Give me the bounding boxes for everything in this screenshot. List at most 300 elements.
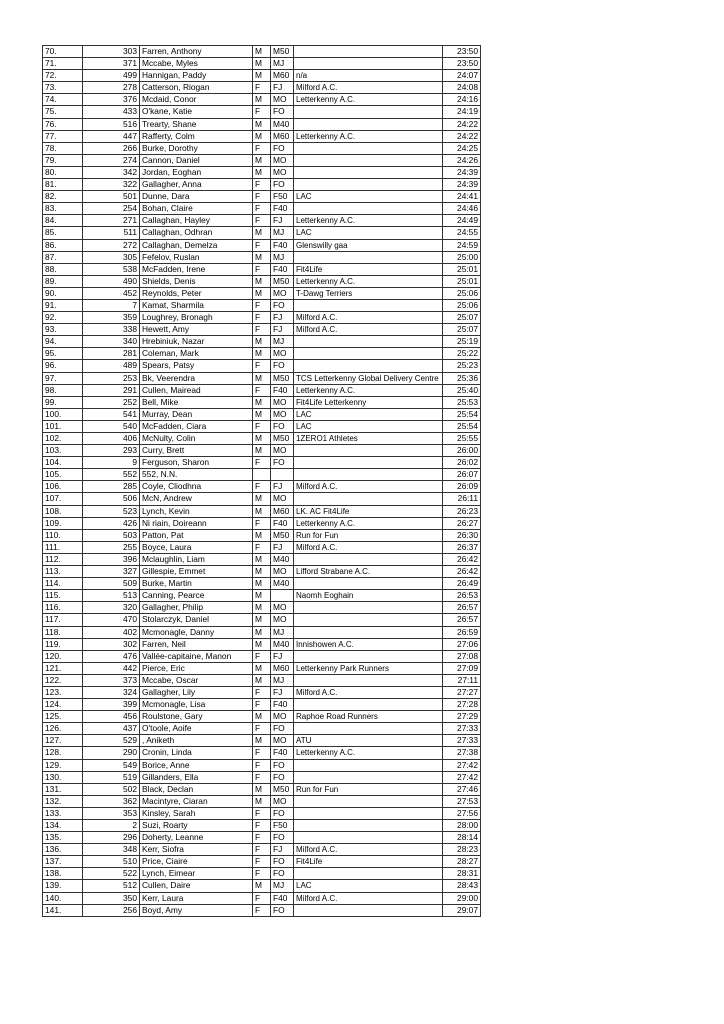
bib-number-cell: 489 [83, 360, 140, 372]
category-cell: FJ [271, 324, 294, 336]
runner-name-cell: Canning, Pearce [140, 590, 253, 602]
category-cell: FJ [271, 481, 294, 493]
club-cell [294, 106, 443, 118]
bib-number-cell: 296 [83, 832, 140, 844]
bib-number-cell: 320 [83, 602, 140, 614]
table-row [43, 154, 481, 166]
gender-cell: F [253, 263, 271, 275]
club-cell: Fit4Life [294, 856, 443, 868]
category-cell: M60 [271, 505, 294, 517]
finish-time-cell: 26:49 [443, 578, 481, 590]
club-cell [294, 445, 443, 457]
bib-number-cell: 511 [83, 227, 140, 239]
bib-number-cell: 490 [83, 275, 140, 287]
category-cell: MO [271, 396, 294, 408]
table-row [43, 553, 481, 565]
category-cell: FO [271, 179, 294, 191]
gender-cell: M [253, 70, 271, 82]
position-cell: 109. [43, 517, 83, 529]
gender-cell: F [253, 360, 271, 372]
category-cell: FO [271, 904, 294, 916]
club-cell [294, 58, 443, 70]
position-cell: 135. [43, 832, 83, 844]
category-cell: M50 [271, 46, 294, 58]
finish-time-cell: 27:42 [443, 771, 481, 783]
finish-time-cell: 25:23 [443, 360, 481, 372]
position-cell: 111. [43, 541, 83, 553]
bib-number-cell: 359 [83, 312, 140, 324]
finish-time-cell: 28:27 [443, 856, 481, 868]
runner-name-cell: Reynolds, Peter [140, 287, 253, 299]
finish-time-cell: 25:40 [443, 384, 481, 396]
table-row [43, 650, 481, 662]
finish-time-cell: 24:19 [443, 106, 481, 118]
table-row [43, 626, 481, 638]
club-cell: LAC [294, 408, 443, 420]
club-cell [294, 820, 443, 832]
position-cell: 97. [43, 372, 83, 384]
bib-number-cell: 340 [83, 336, 140, 348]
gender-cell: M [253, 118, 271, 130]
finish-time-cell: 25:55 [443, 433, 481, 445]
position-cell: 87. [43, 251, 83, 263]
runner-name-cell: Cannon, Daniel [140, 154, 253, 166]
position-cell: 92. [43, 312, 83, 324]
gender-cell: M [253, 408, 271, 420]
gender-cell: F [253, 771, 271, 783]
club-cell: Letterkenny A.C. [294, 747, 443, 759]
table-row [43, 844, 481, 856]
finish-time-cell: 27:06 [443, 638, 481, 650]
bib-number-cell: 552 [83, 469, 140, 481]
position-cell: 112. [43, 553, 83, 565]
table-row [43, 70, 481, 82]
bib-number-cell: 506 [83, 493, 140, 505]
finish-time-cell: 24:26 [443, 154, 481, 166]
position-cell: 77. [43, 130, 83, 142]
runner-name-cell: Boyce, Laura [140, 541, 253, 553]
runner-name-cell: Cronin, Linda [140, 747, 253, 759]
position-cell: 88. [43, 263, 83, 275]
finish-time-cell: 24:16 [443, 94, 481, 106]
category-cell: FO [271, 807, 294, 819]
runner-name-cell: Hannigan, Paddy [140, 70, 253, 82]
runner-name-cell: Gallagher, Lily [140, 686, 253, 698]
bib-number-cell: 447 [83, 130, 140, 142]
club-cell [294, 493, 443, 505]
position-cell: 70. [43, 46, 83, 58]
gender-cell: M [253, 58, 271, 70]
finish-time-cell: 25:00 [443, 251, 481, 263]
finish-time-cell: 28:31 [443, 868, 481, 880]
gender-cell: F [253, 203, 271, 215]
position-cell: 123. [43, 686, 83, 698]
gender-cell: M [253, 275, 271, 287]
category-cell: F40 [271, 384, 294, 396]
category-cell: FO [271, 299, 294, 311]
gender-cell [253, 469, 271, 481]
bib-number-cell: 456 [83, 711, 140, 723]
category-cell: F40 [271, 203, 294, 215]
gender-cell: M [253, 94, 271, 106]
table-row [43, 118, 481, 130]
category-cell: M40 [271, 578, 294, 590]
category-cell: M50 [271, 372, 294, 384]
runner-name-cell: Jordan, Eoghan [140, 166, 253, 178]
category-cell: MO [271, 166, 294, 178]
finish-time-cell: 29:00 [443, 892, 481, 904]
finish-time-cell: 27:11 [443, 674, 481, 686]
table-row [43, 493, 481, 505]
table-row [43, 396, 481, 408]
position-cell: 89. [43, 275, 83, 287]
gender-cell: M [253, 880, 271, 892]
bib-number-cell: 362 [83, 795, 140, 807]
runner-name-cell: Stolarczyk, Daniel [140, 614, 253, 626]
category-cell: M40 [271, 638, 294, 650]
category-cell: FO [271, 759, 294, 771]
category-cell: M50 [271, 275, 294, 287]
table-row [43, 856, 481, 868]
runner-name-cell: Dunne, Dara [140, 191, 253, 203]
runner-name-cell: Gillanders, Ella [140, 771, 253, 783]
bib-number-cell: 253 [83, 372, 140, 384]
finish-time-cell: 25:53 [443, 396, 481, 408]
category-cell: MJ [271, 674, 294, 686]
bib-number-cell: 499 [83, 70, 140, 82]
gender-cell: F [253, 844, 271, 856]
runner-name-cell: Callaghan, Demelza [140, 239, 253, 251]
gender-cell: F [253, 420, 271, 432]
bib-number-cell: 281 [83, 348, 140, 360]
position-cell: 125. [43, 711, 83, 723]
category-cell: MO [271, 348, 294, 360]
finish-time-cell: 24:25 [443, 142, 481, 154]
finish-time-cell: 26:11 [443, 493, 481, 505]
club-cell: Fit4Life [294, 263, 443, 275]
gender-cell: M [253, 566, 271, 578]
gender-cell: M [253, 46, 271, 58]
runner-name-cell: Kerr, Laura [140, 892, 253, 904]
runner-name-cell: Patton, Pat [140, 529, 253, 541]
bib-number-cell: 516 [83, 118, 140, 130]
category-cell: FO [271, 856, 294, 868]
table-row [43, 372, 481, 384]
position-cell: 102. [43, 433, 83, 445]
club-cell: Letterkenny A.C. [294, 275, 443, 287]
runner-name-cell: Rafferty, Colm [140, 130, 253, 142]
finish-time-cell: 25:19 [443, 336, 481, 348]
club-cell [294, 699, 443, 711]
club-cell: LK. AC Fit4Life [294, 505, 443, 517]
category-cell: MO [271, 566, 294, 578]
position-cell: 101. [43, 420, 83, 432]
table-row [43, 142, 481, 154]
gender-cell: F [253, 892, 271, 904]
position-cell: 136. [43, 844, 83, 856]
finish-time-cell: 27:42 [443, 759, 481, 771]
finish-time-cell: 28:43 [443, 880, 481, 892]
runner-name-cell: Borice, Anne [140, 759, 253, 771]
table-row [43, 566, 481, 578]
bib-number-cell: 305 [83, 251, 140, 263]
gender-cell: M [253, 433, 271, 445]
bib-number-cell: 541 [83, 408, 140, 420]
gender-cell: M [253, 626, 271, 638]
table-row [43, 179, 481, 191]
table-row [43, 590, 481, 602]
finish-time-cell: 24:46 [443, 203, 481, 215]
category-cell [271, 469, 294, 481]
finish-time-cell: 27:27 [443, 686, 481, 698]
finish-time-cell: 27:09 [443, 662, 481, 674]
gender-cell: M [253, 674, 271, 686]
club-cell [294, 759, 443, 771]
table-row [43, 106, 481, 118]
gender-cell: M [253, 795, 271, 807]
gender-cell: F [253, 82, 271, 94]
bib-number-cell: 509 [83, 578, 140, 590]
finish-time-cell: 28:14 [443, 832, 481, 844]
bib-number-cell: 503 [83, 529, 140, 541]
gender-cell: F [253, 179, 271, 191]
finish-time-cell: 26:27 [443, 517, 481, 529]
runner-name-cell: Farren, Neil [140, 638, 253, 650]
club-cell [294, 118, 443, 130]
gender-cell: M [253, 130, 271, 142]
table-row [43, 360, 481, 372]
runner-name-cell: Shields, Denis [140, 275, 253, 287]
club-cell: Letterkenny A.C. [294, 215, 443, 227]
bib-number-cell: 338 [83, 324, 140, 336]
bib-number-cell: 7 [83, 299, 140, 311]
table-row [43, 638, 481, 650]
club-cell [294, 469, 443, 481]
table-row [43, 517, 481, 529]
runner-name-cell: Ferguson, Sharon [140, 457, 253, 469]
table-row [43, 203, 481, 215]
category-cell: MO [271, 408, 294, 420]
category-cell: MO [271, 735, 294, 747]
position-cell: 85. [43, 227, 83, 239]
runner-name-cell: Mcmonagle, Lisa [140, 699, 253, 711]
gender-cell: F [253, 650, 271, 662]
club-cell: Run for Fun [294, 529, 443, 541]
club-cell: Milford A.C. [294, 541, 443, 553]
position-cell: 71. [43, 58, 83, 70]
club-cell: Raphoe Road Runners [294, 711, 443, 723]
table-row [43, 251, 481, 263]
table-row [43, 408, 481, 420]
runner-name-cell: Spears, Patsy [140, 360, 253, 372]
bib-number-cell: 255 [83, 541, 140, 553]
club-cell [294, 553, 443, 565]
position-cell: 100. [43, 408, 83, 420]
runner-name-cell: Callaghan, Hayley [140, 215, 253, 227]
category-cell: F40 [271, 239, 294, 251]
gender-cell: F [253, 699, 271, 711]
table-row [43, 94, 481, 106]
position-cell: 122. [43, 674, 83, 686]
gender-cell: F [253, 723, 271, 735]
table-row [43, 215, 481, 227]
gender-cell: M [253, 505, 271, 517]
bib-number-cell: 442 [83, 662, 140, 674]
category-cell: M50 [271, 433, 294, 445]
gender-cell: M [253, 445, 271, 457]
runner-name-cell: Bell, Mike [140, 396, 253, 408]
club-cell [294, 360, 443, 372]
gender-cell: F [253, 759, 271, 771]
bib-number-cell: 510 [83, 856, 140, 868]
gender-cell: F [253, 299, 271, 311]
finish-time-cell: 26:09 [443, 481, 481, 493]
position-cell: 95. [43, 348, 83, 360]
position-cell: 74. [43, 94, 83, 106]
runner-name-cell: Lynch, Eimear [140, 868, 253, 880]
position-cell: 94. [43, 336, 83, 348]
category-cell: MJ [271, 251, 294, 263]
runner-name-cell: Mccabe, Myles [140, 58, 253, 70]
category-cell: M60 [271, 662, 294, 674]
gender-cell: M [253, 287, 271, 299]
category-cell: FJ [271, 312, 294, 324]
position-cell: 73. [43, 82, 83, 94]
club-cell [294, 46, 443, 58]
finish-time-cell: 24:22 [443, 130, 481, 142]
position-cell: 131. [43, 783, 83, 795]
club-cell: LAC [294, 420, 443, 432]
club-cell: Run for Fun [294, 783, 443, 795]
results-body [43, 46, 481, 917]
finish-time-cell: 25:54 [443, 408, 481, 420]
finish-time-cell: 27:38 [443, 747, 481, 759]
club-cell: Lifford Strabane A.C. [294, 566, 443, 578]
runner-name-cell: Suzi, Roarty [140, 820, 253, 832]
finish-time-cell: 26:42 [443, 553, 481, 565]
gender-cell: F [253, 481, 271, 493]
club-cell: Glenswilly gaa [294, 239, 443, 251]
bib-number-cell: 266 [83, 142, 140, 154]
category-cell: MJ [271, 880, 294, 892]
finish-time-cell: 25:01 [443, 263, 481, 275]
runner-name-cell: 552, N.N. [140, 469, 253, 481]
gender-cell: F [253, 904, 271, 916]
finish-time-cell: 25:06 [443, 287, 481, 299]
position-cell: 119. [43, 638, 83, 650]
runner-name-cell: Farren, Anthony [140, 46, 253, 58]
position-cell: 79. [43, 154, 83, 166]
bib-number-cell: 452 [83, 287, 140, 299]
finish-time-cell: 26:00 [443, 445, 481, 457]
position-cell: 113. [43, 566, 83, 578]
finish-time-cell: 27:08 [443, 650, 481, 662]
runner-name-cell: Mcmonagle, Danny [140, 626, 253, 638]
position-cell: 120. [43, 650, 83, 662]
category-cell: M50 [271, 783, 294, 795]
finish-time-cell: 25:22 [443, 348, 481, 360]
table-row [43, 348, 481, 360]
position-cell: 121. [43, 662, 83, 674]
category-cell: MO [271, 94, 294, 106]
club-cell: Milford A.C. [294, 844, 443, 856]
runner-name-cell: Kamat, Sharmila [140, 299, 253, 311]
category-cell: FO [271, 142, 294, 154]
club-cell: ATU [294, 735, 443, 747]
position-cell: 138. [43, 868, 83, 880]
finish-time-cell: 27:33 [443, 735, 481, 747]
category-cell: MO [271, 614, 294, 626]
club-cell: TCS Letterkenny Global Delivery Centre [294, 372, 443, 384]
table-row [43, 880, 481, 892]
finish-time-cell: 25:01 [443, 275, 481, 287]
gender-cell: F [253, 747, 271, 759]
gender-cell: M [253, 590, 271, 602]
bib-number-cell: 549 [83, 759, 140, 771]
club-cell [294, 299, 443, 311]
table-row [43, 457, 481, 469]
finish-time-cell: 26:07 [443, 469, 481, 481]
table-row [43, 807, 481, 819]
bib-number-cell: 502 [83, 783, 140, 795]
finish-time-cell: 26:57 [443, 614, 481, 626]
bib-number-cell: 272 [83, 239, 140, 251]
table-row [43, 783, 481, 795]
table-row [43, 58, 481, 70]
table-row [43, 433, 481, 445]
table-row [43, 469, 481, 481]
position-cell: 91. [43, 299, 83, 311]
club-cell [294, 602, 443, 614]
runner-name-cell: Burke, Dorothy [140, 142, 253, 154]
club-cell [294, 348, 443, 360]
club-cell: Milford A.C. [294, 312, 443, 324]
table-row [43, 723, 481, 735]
table-row [43, 892, 481, 904]
runner-name-cell: Gallagher, Philip [140, 602, 253, 614]
position-cell: 108. [43, 505, 83, 517]
bib-number-cell: 2 [83, 820, 140, 832]
club-cell: Letterkenny A.C. [294, 94, 443, 106]
table-row [43, 578, 481, 590]
category-cell: M40 [271, 553, 294, 565]
finish-time-cell: 26:53 [443, 590, 481, 602]
gender-cell: F [253, 686, 271, 698]
club-cell [294, 832, 443, 844]
position-cell: 133. [43, 807, 83, 819]
position-cell: 106. [43, 481, 83, 493]
bib-number-cell: 353 [83, 807, 140, 819]
position-cell: 116. [43, 602, 83, 614]
position-cell: 129. [43, 759, 83, 771]
gender-cell: F [253, 191, 271, 203]
finish-time-cell: 26:59 [443, 626, 481, 638]
category-cell: FJ [271, 541, 294, 553]
club-cell [294, 626, 443, 638]
runner-name-cell: Mcdaid, Conor [140, 94, 253, 106]
category-cell: M60 [271, 70, 294, 82]
gender-cell: M [253, 602, 271, 614]
gender-cell: F [253, 820, 271, 832]
table-row [43, 420, 481, 432]
finish-time-cell: 27:46 [443, 783, 481, 795]
finish-time-cell: 23:50 [443, 46, 481, 58]
runner-name-cell: Kerr, Siofra [140, 844, 253, 856]
position-cell: 81. [43, 179, 83, 191]
club-cell [294, 203, 443, 215]
table-row [43, 275, 481, 287]
bib-number-cell: 529 [83, 735, 140, 747]
